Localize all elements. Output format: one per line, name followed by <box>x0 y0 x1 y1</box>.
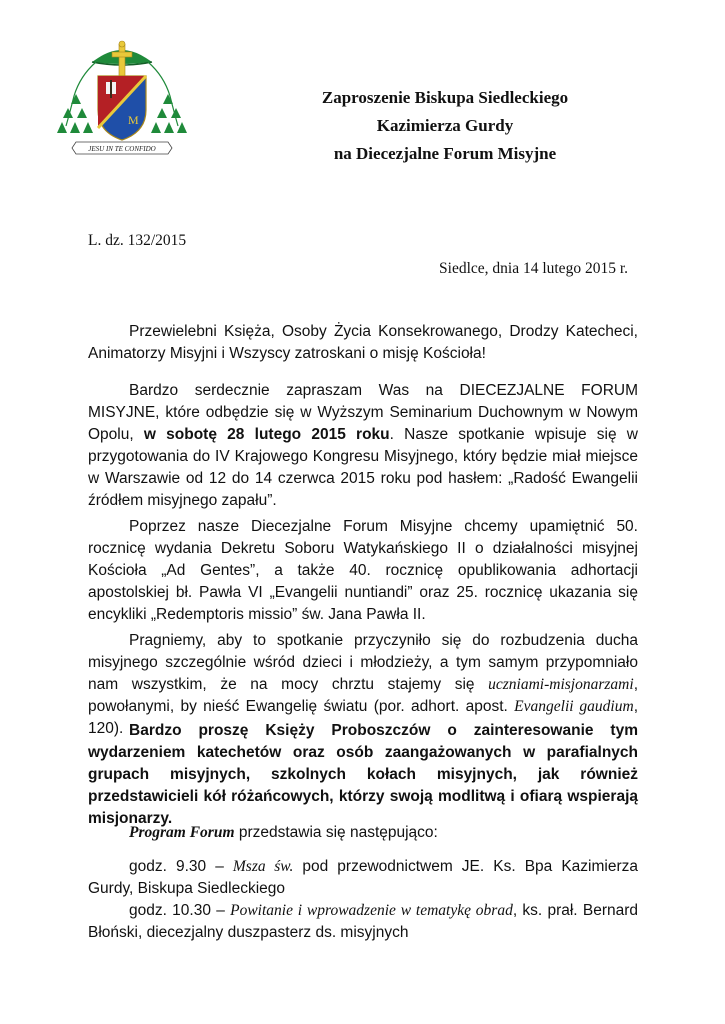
program-item: godz. 9.30 – Msza św. pod przewodnictwem JE. Ks. Bpa Kazimierza Gurdy, Biskupa Siedleckiego <box>88 858 638 897</box>
title-line-3: na Diecezjalne Forum Misyjne <box>333 144 557 163</box>
paragraph-anniversaries: Poprzez nasze Diecezjalne Forum Misyjne chcemy upamiętnić 50. rocznicę wydania Dekretu Soboru Watykańskiego II o działalności misyjnej Kościoła „Ad Gentes”, a także 40. rocznicę opublikowania adhortacji apostolskiej bł. Pawła VI „Evangelii nuntiandi” oraz 25. rocznicę ukazania się encykliki „Redemptoris missio” św. Jana Pawła II. <box>88 518 638 623</box>
place-date: Siedlce, dnia 14 lutego 2015 r. <box>439 260 628 277</box>
coat-motto: JESU IN TE CONFIDO <box>88 145 156 153</box>
reference-number: L. dz. 132/2015 <box>88 232 187 249</box>
paragraph-invitation: Bardzo serdecznie zapraszam Was na DIECEZJALNE FORUM MISYJNE, które odbędzie się w Wyższym Seminarium Duchownym w Nowym Opolu, w sobotę 28 lutego 2015 roku. Nasze spotkanie wpisuje się w przygotowania do IV Krajowego Kongresu Misyjnego, który będzie miał miejsce w Warszawie od 12 do 14 czerwca 2015 roku pod hasłem: „Radość Ewangelii źródłem misyjnego zapału”. <box>88 382 639 509</box>
shield-icon <box>98 76 146 140</box>
paragraph-purpose: Pragniemy, aby to spotkanie przyczyniło się do rozbudzenia ducha misyjnego szczególnie wśród dzieci i młodzieży, a tym samym przypomniało nam wszystkim, że na mocy chrztu stajemy się uczniami-misjonarzami, powołanymi, by nieść Ewangelię światu (por. adhort. apost. Evangelii gaudium, 120). <box>88 632 638 737</box>
title-line-1: Zaproszenie Biskupa Siedleckiego <box>321 88 569 107</box>
program-label: Program Forum <box>129 824 235 841</box>
program-item: godz. 10.30 – Powitanie i wprowadzenie w tematykę obrad, ks. prał. Bernard Błoński, diecezjalny duszpasterz ds. misyjnych <box>88 902 639 941</box>
program-list <box>88 856 638 944</box>
event-date: w sobotę 28 lutego 2015 roku <box>143 426 390 443</box>
right-tassels-icon <box>151 94 187 133</box>
program-intro: Program Forum przedstawia się następująco: <box>129 824 438 841</box>
svg-text:M: M <box>128 113 139 127</box>
paragraph-request: Bardzo proszę Księży Proboszczów o zainteresowanie tym wydarzeniem katechetów oraz osób zaangażowanych w parafialnych grupach misyjnych, szkolnych kołach misyjnych, jak również przedstawicieli kół różańcowych, którzy swoją modlitwą i ofiarą wspierają misjonarzy. <box>88 722 638 827</box>
title-line-2: Kazimierza Gurdy <box>376 116 514 135</box>
left-tassels-icon <box>57 94 93 133</box>
salutation: Przewielebni Księża, Osoby Życia Konsekrowanego, Drodzy Katecheci, Animatorzy Misyjni i Wszyscy zatroskani o misję Kościoła! <box>88 323 638 362</box>
coat-of-arms-emblem <box>52 36 192 166</box>
